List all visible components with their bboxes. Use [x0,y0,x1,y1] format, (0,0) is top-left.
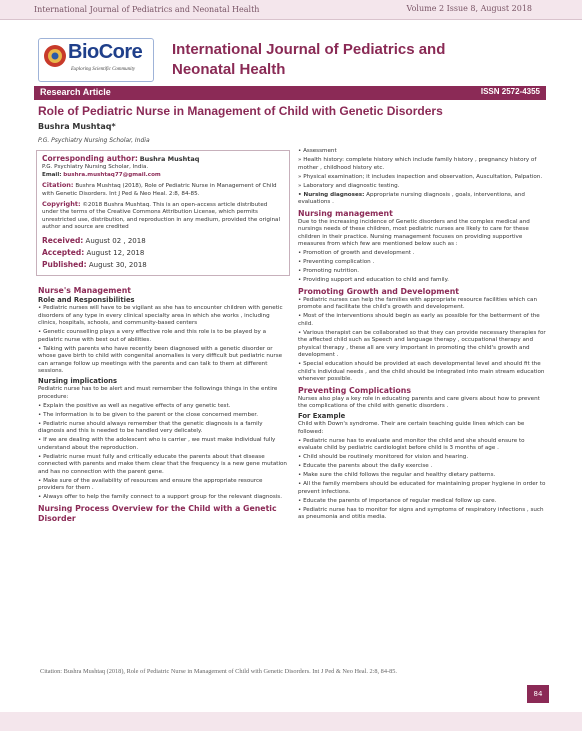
left-column [38,284,290,524]
article-type-bar [34,86,546,100]
corr-heading: Corresponding author: [42,154,138,163]
email-label: Email: [42,171,62,178]
list-item: • Child should be routinely monitored for vision and hearing. [298,454,469,460]
footer-strip [0,712,582,731]
paragraph: • Make sure of the availability of resources and ensure the appropriate resource providers for them . [38,477,263,491]
subsection-heading: Nursing implications [38,377,118,385]
right-column [298,148,548,523]
subsection-heading: For Example [298,412,346,420]
list-item: • Promotion of growth and development . [298,250,415,256]
list-item: • Educate the parents of importance of regular medical follow up care. [298,497,497,504]
section-heading: Promoting Growth and Development [298,286,459,296]
correspondence-box [36,150,290,276]
received-label: Received: [42,235,84,245]
globe-logo-icon [43,43,67,69]
paragraph: • Always offer to help the family connect to a support group for the relevant diagnosis. [38,494,282,500]
logo-tagline: Exploring Scientific Community [71,67,136,72]
list-item: • Pediatric nurse has to evaluate and monitor the child and she should ensure to evaluate child by pediatric cardiologist before child is 3 months of age . [298,437,525,451]
paragraph: Due to the increasing incidence of Genetic disorders and the complex medical and nursings needs of these children, most pediatric nurses are likely to care for these children in their practice. Nursing management focuses on providing supportive measures from which few are mentioned below such as : [298,218,530,247]
page-number: 84 [527,685,549,703]
list-item: » Laboratory and diagnostic testing. [298,182,400,189]
citation-text: Bushra Mushtaq (2018), Role of Pediatric Nurse in Management of Child with Genetic Disorders. Int J Ped & Neo Heal. 2:8, 84-85. [42,183,277,197]
section-heading: Nursing Process Overview for the Child with a Genetic Disorder [38,503,277,523]
list-item: • Pediatric nurse has to monitor for signs and symptoms of respiratory infections , such as pneumonia and otitis media. [298,506,544,520]
paragraph: Child with Down's syndrome. Their are certain teaching guide lines which can be followed: [298,421,525,435]
issn: ISSN 2572-4355 [480,87,540,96]
paragraph: • Talking with parents who have recently been diagnosed with a genetic disorder or whose gave birth to child with congenital anomalies is very difficult but pediatric nurse can arrange follow up meetings with the parents and can talk to them at different sessions. [38,345,283,374]
author-name: Bushra Mushtaq* [38,122,116,131]
paragraph: • Pediatric nurses can help the families with appropriate resource facilities which can promote and facilitate the child's growth and development. [298,296,537,310]
email-link[interactable]: bushra.mushtaq77@gmail.com [63,171,161,178]
list-item [298,192,548,207]
running-header [0,0,582,20]
received-date: August 02 , 2018 [85,236,146,245]
paragraph: • Genetic counselling plays a very effective role and this role is to be played by a pediatric nurse with best out of abilities. [38,329,267,343]
paragraph: • Various therapist can be collaborated so that they can provide necessary therapies for the affected child such as Speech and language therapy , occupational therapy and physical therapy , these all are very important in promoting the child's growth and development . [298,329,546,358]
paragraph: • Explain the positive as well as negative effects of any genetic test. [38,402,231,409]
running-journal-name: International Journal of Pediatrics and Neonatal Health [34,5,260,14]
citation-label: Citation: [42,181,74,190]
corr-name: Bushra Mushtaq [139,155,200,163]
paragraph: • Pediatric nurses will have to be vigilant as she has to encounter children with genetic disorders of any type in every clinical specialty area in which she works , including clinics, hospitals, schools, and community-based centers [38,305,283,326]
paragraph: • Special education should be provided at each developmental level and should fit the child's individual needs , and the child should be integrated into main stream education whenever possible. [298,361,545,382]
corr-affiliation: P.G. Psychiatry Nursing Scholar, India. [42,164,149,171]
publisher-logo [38,38,154,82]
list-item: • All the family members should be educated for maintaining proper hygiene in order to prevent infections. [298,481,546,495]
list-item: • Educate the parents about the daily exercise . [298,463,433,469]
list-item: » Physical examination; it includes inspection and observation, Auscultation, Palpation. [298,173,543,180]
paragraph: • Pediatric nurse must fully and critically educate the parents about that disease connected with parents and make them clear that the frequency is a new gene mutation and has no connection with the parent gene. [38,453,287,475]
section-heading: Nurse's Management [38,286,131,295]
author-affiliation: P.G. Psychiatry Nursing Scholar, India [38,137,150,144]
volume-issue: Volume 2 Issue 8, August 2018 [406,4,532,13]
journal-title: International Journal of Pediatrics and Neonatal Health [172,41,446,78]
accepted-label: Accepted: [42,247,85,257]
footer-citation: Citation: Bushra Mushtaq (2018), Role of Pediatric Nurse in Management of Child with Genetic Disorders. Int J Ped & Neo Heal. 2:8, 84-85. [40,668,397,675]
section-heading: Preventing Complications [298,385,411,395]
paragraph: Pediatric nurse has to be alert and must remember the followings things in the entire procedure: [38,386,278,400]
section-heading: Nursing management [298,208,393,218]
logo-wordmark: BioCore [68,41,143,63]
accepted-date: August 12, 2018 [86,248,145,257]
published-date: August 30, 2018 [88,260,147,269]
published-label: Published: [42,259,87,269]
copyright-label: Copyright: [42,200,81,209]
paragraph: • If we are dealing with the adolescent who is carrier , we must make individual fully understand about the reproduction. [38,437,276,451]
list-item: • Make sure the child follows the regular and healthy dietary patterns. [298,472,496,478]
list-item: » Health history: complete history which include family history , pregnancy history of mother , childhood history etc. [298,157,537,171]
diagnoses-label: • Nursing diagnoses: [298,191,365,198]
article-type: Research Article [40,87,111,97]
diagnoses-text: Appropriate nursing diagnosis , goals, interventions, and evaluations . [298,191,525,205]
subsection-heading: Role and Responsibilities [38,296,135,304]
copyright-text: ©2018 Bushra Mushtaq. This is an open-access article distributed under the terms of the Creative Commons Attribution License, which permits unrestricted use, distribution, and reproduction in any medium, provided the original author and source are credited [42,202,281,231]
list-item: • Promoting nutrition. [298,268,360,274]
list-item: • Providing support and education to child and family. [298,277,449,283]
paragraph: Nurses also play a key role in educating parents and care givers about how to prevent the complications of the child with genetic disorders . [298,395,540,409]
list-item: • Preventing complication . [298,259,375,265]
list-item: • Assessment [298,148,337,154]
paragraph: • The information is to be given to the parent or the close concerned member. [38,411,258,418]
paragraph: • Most of the interventions should begin as early as possible for the betterment of the child. [298,313,540,327]
paragraph: • Pediatric nurse should always remember that the genetic diagnosis is a family diagnosis and this is needed to be handled very delicately. [38,420,263,434]
paper-title: Role of Pediatric Nurse in Management of Child with Genetic Disorders [38,104,443,118]
